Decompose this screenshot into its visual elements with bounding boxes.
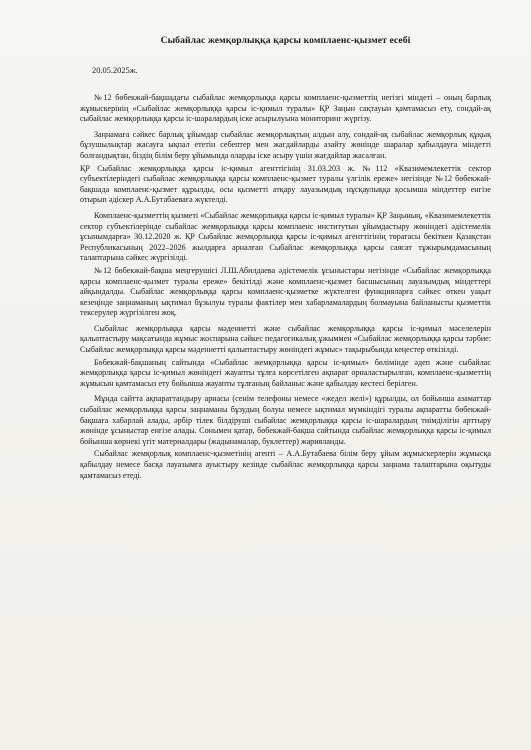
paragraph-culture: Сыбайлас жемқорлыққа қарсы мәдениетті және сыбайлас жемқорлыққа қарсы іс-қимыл мәселелерін қалыптастыру мақсатында жұмыс жоспарына сәйкес педагогикалық ұжыммен «Сыбайлас жемқорлыққа қарсы тәрбие: Сыбайлас жемқорлыққа қарсы мәдениетті қалыптастыру жөніндегі жұмыс» тақырыбында кеңестер өткізілді. (80, 323, 491, 355)
paragraph-hotline: Мұнда сайтта ақпараттандыру арнасы (сенім телефоны немесе «жедел желі») құрылды, ол бойынша азаматтар сыбайлас жемқорлыққа қарсы заңнаманы бұзудың болуы немесе ықтимал мүмкіндігі туралы ақпаратты бөбекжай-бақшаға хабарлай алады, әрбір тілек білдіруші сыбайлас жемқорлыққа қарсы іс-шаралардың тиімділігін арттыру жөнінде ұсыныстар енгізе алады. Сонымен қатар, бөбекжай-бақша сайтында сыбайлас жемқорлыққа қарсы іс-қимыл бойынша көрнекі үгіт материалдары (жадынамалар, буклеттер) жарияланды. (80, 394, 491, 446)
document-body (80, 93, 491, 481)
paragraph-main-task: №12 бөбекжай-бақшадағы сыбайлас жемқорлыққа қарсы комплаенс-қызметтің негізгі міндеті – оның барлық жұмыскерінің «Сыбайлас жемқорлыққа қарсы іс-қимыл туралы» ҚР Заңын сақтауын қамтамасыз ету, сондай-ақ сыбайлас жемқорлыққа қарсы іс-шаралардың іске асырылуына мониторинг жүргізу. (80, 93, 491, 124)
paragraph-agent-training: Сыбайлас жемқорлық комплаенс-қызметінің агенті – А.А.Бутабаева білім беру ұйым жұмыскерлерін жұмысқа қабылдау немесе басқа лауазымға ауыстыру кезінде сыбайлас жемқорлыққа қарсы заңнама талаптарына оқытуды қамтамасыз етеді. (80, 449, 491, 480)
paragraph-service-activity: Комплаенс-қызметтің қызметі «Сыбайлас жемқорлыққа қарсы іс-қимыл туралы» ҚР Заңының, «Квазимемлекеттік сектор субъектілерінде сыбайлас жемқорлыққа қарсы комплаенс институтын ұйымдастыру жөніндегі әдістемелік ұсынымдарға» 30.12.2020 ж. ҚР Сыбайлас жемқорлыққа қарсы іс-қимыл агенттігінің төрағасы бекіткен Қазақстан Республикасының 2022–2026 жылдарға арналған Сыбайлас жемқорлыққа қарсы саясат тұжырымдамасының талаптарына сәйкес жүргізілді. (80, 210, 491, 263)
paragraph-legislation: Заңнамаға сәйкес барлық ұйымдар сыбайлас жемқорлықтың алдын алу, сондай-ақ сыбайлас жемқорлық құқық бұзушылықтар жасауға ықпал ететін себептер мен жағдайларды азайту жөнінде шаралар қабылдауға міндетті болғандықтан, біздің білім беру ұйымында оларды іске асыру үшін жағдайлар жасалған. (80, 129, 491, 160)
document-title: Сыбайлас жемқорлыққа қарсы комплаенс-қызмет есебі (160, 35, 411, 46)
document-date: 20.05.2025ж. (92, 66, 138, 75)
paragraph-website-section: Бөбекжай-бақшаның сайтында «Сыбайлас жемқорлыққа қарсы іс-қимыл» бөлімінде әдеп және сыбайлас жемқорлыққа қарсы іс-қимыл жөніндегі жауапты тұлға көрсетілген ақпарат орналастырылған, комплаенс-қызметтің жұмысын қамтамасыз ету бойынша жауапты тұлғаның байланыс және қабылдау кестесі берілген. (80, 357, 491, 388)
paragraph-regulation: №12 бөбекжай-бақша меңгерушісі Л.Ш.Абилдаева әдістемелік ұсыныстары негізінде «Сыбайлас жемқорлыққа қарсы комплаенс-қызмет туралы ереже» бекітілді және комплаенс-қызмет басшысының лауазымдық міндеттері айқындалды. Сыбайлас жемқорлыққа қарсы комплаенс-қызметке жүктелген функцияларға сәйкес өткен уақыт кезеңінде заңнаманың ықтимал бұзылуы туралы фактілер мен хабарламалардың болмауына байланысты қызметтік тексерулер жүргізілген жоқ. (80, 265, 491, 318)
paragraph-service-creation: ҚР Сыбайлас жемқорлыққа қарсы іс-қимыл агенттігінің 31.03.203 ж. №112 «Квазимемлекеттік сектор субъектілеріндегі сыбайлас жемқорлыққа қарсы комплаенс-қызмет туралы үлгілік ереже» негізінде №12 бөбекжай-бақшада комплаенс-қызмет құрылды, осы қызметті атқару лауазымдық нұсқаулыққа қосымша міндеттер енгізе отырып әдіскер А.А.Бутабаеваға жүктелді. (80, 163, 491, 205)
